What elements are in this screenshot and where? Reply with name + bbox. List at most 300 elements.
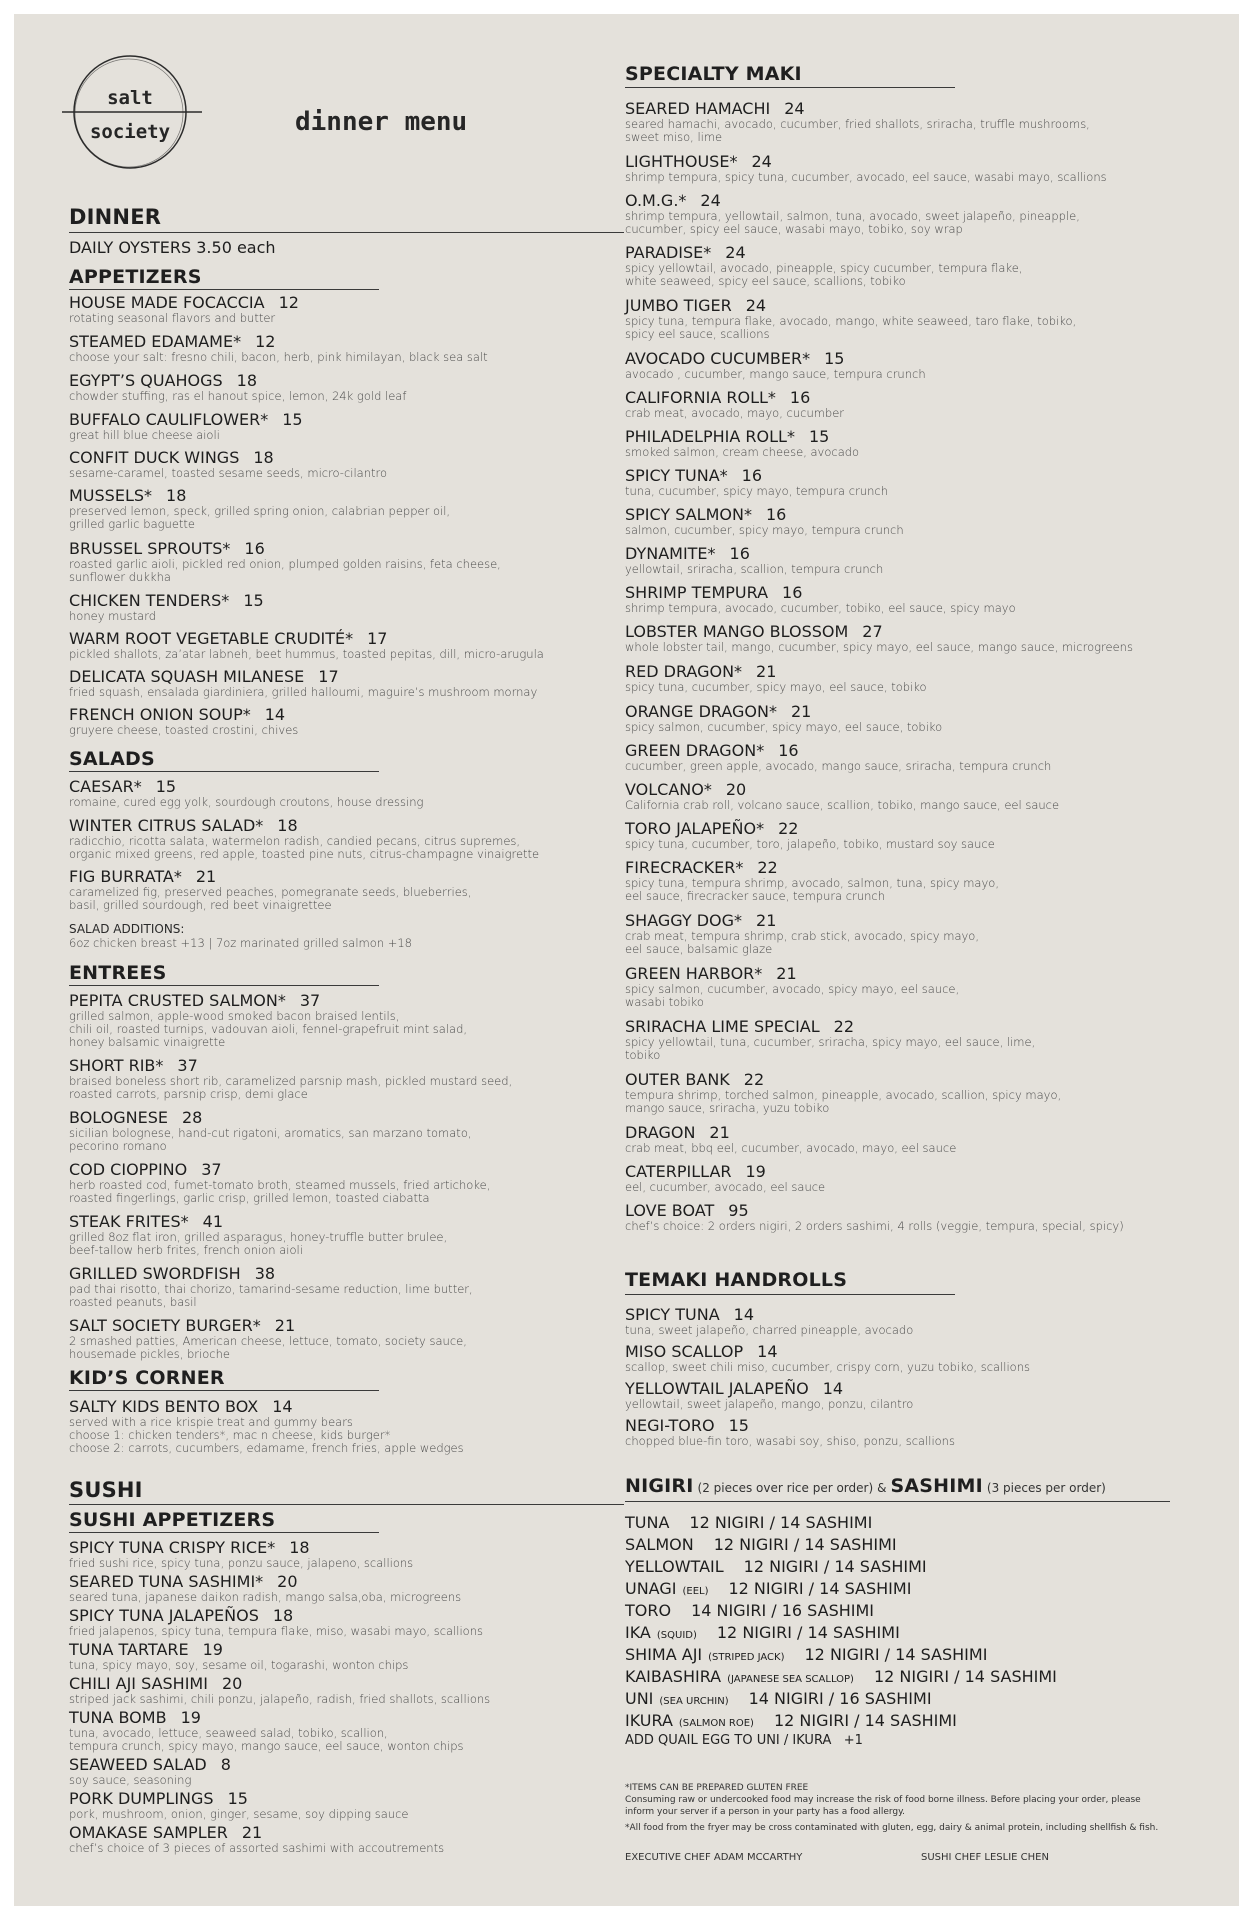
item-description: honey balsamic vinaigrette [69,1035,226,1049]
item-price: 16 [741,466,763,485]
item-description: organic mixed greens, red apple, toasted pine nuts, citrus-champagne vinaigrette [69,847,540,861]
nigiri-sashimi-prices: 12 NIGIRI / 14 SASHIMI [743,1557,927,1576]
item-description: crab meat, avocado, mayo, cucumber [625,406,845,420]
item-description: yellowtail, sweet jalapeño, mango, ponzu, cilantro [625,1397,914,1411]
specialty-maki-heading: SPECIALTY MAKI [625,63,802,85]
salad-item [69,867,471,912]
item-price: 24 [700,191,721,210]
item-name: TUNA TARTARE [69,1640,189,1659]
item-name: SHAGGY DOG* [625,911,743,930]
kids-item [69,1397,464,1455]
sushi-appetizer-item [69,1606,483,1638]
nigiri-sashimi-prices: 12 NIGIRI / 14 SASHIMI [713,1535,897,1554]
item-name-line [69,1538,413,1557]
item-description: grilled salmon, apple-wood smoked bacon braised lentils, [69,1009,400,1023]
nigiri-sashimi-prices: 14 NIGIRI / 16 SASHIMI [691,1601,874,1620]
item-description: spicy tuna, cucumber, spicy mayo, eel sauce, tobiko [625,680,927,694]
item-price: 21 [776,964,797,983]
sushi-appetizer-item [69,1538,413,1570]
oysters-line: DAILY OYSTERS 3.50 each [69,238,276,257]
item-name-line [625,702,942,721]
temaki-item [625,1305,913,1337]
sushi-appetizer-item [69,1674,490,1706]
item-description: spicy tuna, tempura flake, avocado, mango, white seaweed, taro flake, tobiko, [625,314,1077,328]
item-name-line [625,349,926,368]
item-description: choose your salt: fresno chili, bacon, herb, pink himilayan, black sea salt [69,350,488,364]
item-price: 14 [272,1397,293,1416]
amp: & [877,1481,887,1495]
item-name: LOBSTER MANGO BLOSSOM [625,622,849,641]
nigiri-row [625,1667,1057,1686]
item-price: 16 [765,505,787,524]
item-description: salmon, cucumber, spicy mayo, tempura crunch [625,523,904,537]
item-name-line [69,539,501,558]
item-name-line [625,662,927,681]
item-description: great hill blue cheese aioli [69,428,220,442]
salad-item [69,816,539,861]
item-description: gruyere cheese, toasted crostini, chives [69,723,299,737]
item-price: 20 [221,1674,243,1693]
fish-name: UNAGI [625,1579,677,1598]
sushi-appetizer-item [69,1708,464,1753]
kids-heading: KID’S CORNER [69,1367,225,1389]
item-description: pickled shallots, za’atar labneh, beet hummus, toasted pepitas, dill, micro-arugula [69,647,544,661]
item-price: 24 [745,296,767,315]
item-description: white seaweed, spicy eel sauce, scallions, tobiko [625,274,906,288]
item-description: honey mustard [69,609,157,623]
item-price: 22 [833,1017,855,1036]
item-name: STEAK FRITES* [69,1212,189,1231]
item-description: caramelized fig, preserved peaches, pomegranate seeds, blueberries, [69,885,472,899]
item-name: OMAKASE SAMPLER [69,1823,228,1842]
item-name: EGYPT’S QUAHOGS [69,371,223,390]
item-name-line [69,591,264,610]
item-price: 16 [789,388,811,407]
sushi-appetizer-item [69,1789,408,1821]
nigiri-row [625,1689,932,1708]
item-description: roasted garlic aioli, pickled red onion, plumped golden raisins, feta cheese, [69,557,501,571]
item-name: FIRECRACKER* [625,858,744,877]
item-description: sicilian bolognese, hand-cut rigatoni, aromatics, san marzano tomato, [69,1126,472,1140]
item-description: tempura shrimp, torched salmon, pineapple, avocado, scallion, spicy mayo, [625,1088,1062,1102]
item-name-line [69,1316,467,1335]
item-name: SPICY TUNA JALAPEÑOS [69,1606,259,1625]
item-price: 18 [166,486,187,505]
item-price: 15 [728,1416,749,1435]
item-name-line [625,780,1059,799]
sushi-appetizer-item [69,1640,408,1672]
fish-translation: (EEL) [682,1586,709,1597]
item-price: 21 [195,867,217,886]
item-name-line [69,816,539,835]
item-name-line [69,1264,473,1283]
item-name: TUNA BOMB [69,1708,167,1727]
salads-rule [69,771,379,772]
item-name-line [69,332,488,351]
item-description: chili oil, roasted turnips, vadouvan aioli, fennel-grapefruit mint salad, [69,1022,468,1036]
maki-item [625,622,1133,654]
item-name-line [625,1416,955,1435]
item-description: chef’s choice: 2 orders nigiri, 2 orders sashimi, 4 rolls (veggie, tempura, special, spicy) [625,1219,1124,1233]
item-name: BRUSSEL SPROUTS* [69,539,231,558]
maki-item [625,99,1090,144]
item-description: fried squash, ensalada giardiniera, grilled halloumi, maguire’s mushroom mornay [69,685,538,699]
fish-translation: (SEA URCHIN) [659,1696,729,1707]
item-description: served with a rice krispie treat and gummy bears [69,1415,353,1429]
item-price: 37 [177,1056,198,1075]
item-name: WARM ROOT VEGETABLE CRUDITÉ* [69,629,354,648]
item-name: CONFIT DUCK WINGS [69,448,240,467]
maki-item [625,741,1051,773]
item-name: CALIFORNIA ROLL* [625,388,776,407]
item-price: 21 [756,911,777,930]
appetizer-item [69,667,537,699]
item-price: 15 [808,427,830,446]
item-name: SPICY SALMON* [625,505,752,524]
item-description: California crab roll, volcano sauce, scallion, tobiko, mango sauce, eel sauce [625,798,1060,812]
item-name: GREEN DRAGON* [625,741,765,760]
item-description: spicy tuna, tempura shrimp, avocado, salmon, tuna, spicy mayo, [625,876,999,890]
item-description: choose 2: carrots, cucumbers, edamame, french fries, apple wedges [69,1441,464,1455]
item-price: 21 [790,702,812,721]
item-name: SALT SOCIETY BURGER* [69,1316,261,1335]
item-price: 21 [241,1823,263,1842]
maki-item [625,1017,1035,1062]
fish-name: SALMON [625,1535,694,1554]
item-name-line [625,427,859,446]
maki-item [625,243,1022,288]
maki-item [625,780,1059,812]
nigiri-sashimi-prices: 12 NIGIRI / 14 SASHIMI [773,1711,957,1730]
menu-title: dinner menu [295,107,468,137]
nigiri-sashimi-header [625,1475,1106,1497]
salad-additions-label: SALAD ADDITIONS: [69,922,185,936]
fish-name: TORO [625,1601,672,1620]
item-description: pecorino romano [69,1139,167,1153]
item-price: 20 [725,780,747,799]
item-price: 38 [254,1264,276,1283]
item-name-line [69,1755,231,1774]
item-name-line [625,1201,1124,1220]
item-name-line [69,486,450,505]
maki-item [625,1123,956,1155]
maki-item [625,427,859,459]
item-name-line [69,1108,472,1127]
item-description: spicy salmon, cucumber, spicy mayo, eel sauce, tobiko [625,720,943,734]
item-name: MUSSELS* [69,486,153,505]
item-description: tuna, sweet jalapeño, charred pineapple, avocado [625,1323,914,1337]
item-name: BUFFALO CAULIFLOWER* [69,410,269,429]
salad-item [69,777,423,809]
maki-item [625,858,999,903]
fish-translation: (SALMON ROE) [678,1718,754,1729]
item-description: roasted fingerlings, garlic crisp, grilled lemon, toasted ciabatta [69,1191,430,1205]
maki-item [625,1162,825,1194]
sushi-rule [69,1504,624,1505]
item-name: ORANGE DRAGON* [625,702,777,721]
item-description: herb roasted cod, fumet-tomato broth, steamed mussels, fried artichoke, [69,1178,491,1192]
item-name: SPICY TUNA* [625,466,728,485]
entree-item [69,991,467,1049]
entrees-rule [69,985,379,986]
item-name: SHRIMP TEMPURA [625,583,769,602]
item-name: MISO SCALLOP [625,1342,744,1361]
fish-name: UNI [625,1689,654,1708]
item-description: wasabi tobiko [625,995,704,1009]
nigiri-sashimi-prices: 12 NIGIRI / 14 SASHIMI [689,1513,873,1532]
appetizer-item [69,410,303,442]
entrees-heading: ENTREES [69,962,167,984]
item-name-line [69,777,423,796]
item-name-line [625,1017,1035,1036]
item-name: HOUSE MADE FOCACCIA [69,293,265,312]
item-description: sweet miso, lime [625,130,723,144]
item-description: mango sauce, sriracha, yuzu tobiko [625,1101,830,1115]
item-price: 37 [299,991,321,1010]
item-name-line [69,867,471,886]
item-description: basil, grilled sourdough, red beet vinaigrettee [69,898,332,912]
entree-item [69,1160,490,1205]
item-description: eel sauce, balsamic glaze [625,942,773,956]
fryer-note: *All food from the fryer may be cross contaminated with gluten, egg, dairy & animal protein, including shellfish & fish. [625,1823,1159,1833]
item-name: CAESAR* [69,777,142,796]
item-name: SALTY KIDS BENTO BOX [69,1397,259,1416]
item-name-line [625,964,959,983]
temaki-heading: TEMAKI HANDROLLS [625,1269,848,1291]
item-name: SPICY TUNA [625,1305,720,1324]
item-name-line [625,1070,1061,1089]
item-price: 27 [862,622,883,641]
item-price: 28 [181,1108,203,1127]
item-description: yellowtail, sriracha, scallion, tempura crunch [625,562,884,576]
maki-item [625,702,942,734]
gluten-free-note: *ITEMS CAN BE PREPARED GLUTEN FREE [625,1783,809,1793]
nigiri-row [625,1645,987,1664]
item-price: 22 [757,858,778,877]
item-name-line [625,243,1022,262]
raw-warning-2: inform your server if a person in your party has a food allergy. [625,1807,906,1817]
appetizer-item [69,539,501,584]
item-description: crab meat, tempura shrimp, crab stick, avocado, spicy mayo, [625,929,979,943]
item-name: WINTER CITRUS SALAD* [69,816,264,835]
logo-line2: society [89,121,171,143]
item-price: 18 [277,816,298,835]
fish-name: IKA [625,1623,651,1642]
item-price: 41 [202,1212,223,1231]
item-description: spicy tuna, cucumber, toro, jalapeño, tobiko, mustard soy sauce [625,837,995,851]
item-description: seared hamachi, avocado, cucumber, fried shallots, sriracha, truffle mushrooms, [625,117,1090,131]
item-name: CHICKEN TENDERS* [69,591,230,610]
item-description: 2 smashed patties, American cheese, lettuce, tomato, society sauce, [69,1334,467,1348]
entree-item [69,1108,472,1153]
item-name: SEAWEED SALAD [69,1755,207,1774]
item-description: chopped blue-fin toro, wasabi soy, shiso, ponzu, scallions [625,1434,955,1448]
item-name: NEGI-TORO [625,1416,715,1435]
item-description: avocado , cucumber, mango sauce, tempura crunch [625,367,926,381]
maki-item [625,191,1080,236]
maki-item [625,349,926,381]
maki-item [625,583,1016,615]
entree-item [69,1316,467,1361]
item-name-line [69,410,303,429]
item-name-line [69,1572,461,1591]
maki-item [625,388,844,420]
item-name-line [69,1606,483,1625]
nigiri-row [625,1557,927,1576]
item-description: spicy yellowtail, tuna, cucumber, sriracha, spicy mayo, eel sauce, lime, [625,1035,1036,1049]
item-price: 15 [282,410,303,429]
item-description: eel sauce, firecracker sauce, tempura crunch [625,889,886,903]
item-price: 16 [782,583,803,602]
item-name-line [69,1674,490,1693]
item-name-line [625,505,904,524]
item-name: RED DRAGON* [625,662,743,681]
item-price: 21 [274,1316,296,1335]
nigiri-sashimi-prices: 12 NIGIRI / 14 SASHIMI [804,1645,988,1664]
appetizer-item [69,705,298,737]
appetizer-item [69,591,264,623]
item-price: 24 [725,243,746,262]
item-name: COD CIOPPINO [69,1160,188,1179]
item-name-line [625,622,1133,641]
item-name-line [625,1342,1030,1361]
item-name-line [625,858,999,877]
item-description: choose 1: chicken tenders*, mac n cheese, kids burger* [69,1428,391,1442]
executive-chef: EXECUTIVE CHEF ADAM MCCARTHY [625,1852,803,1863]
item-description: cucumber, green apple, avocado, mango sauce, sriracha, tempura crunch [625,759,1052,773]
item-description: shrimp tempura, yellowtail, salmon, tuna, avocado, sweet jalapeño, pineapple, [625,209,1080,223]
appetizer-item [69,371,406,403]
item-name: TORO JALAPEÑO* [625,819,765,838]
maki-item [625,544,883,576]
sushi-appetizer-item [69,1823,444,1855]
item-name-line [625,1162,825,1181]
item-price: 24 [751,152,772,171]
item-name: SEARED TUNA SASHIMI* [69,1572,264,1591]
item-price: 15 [227,1789,248,1808]
item-name-line [625,1379,913,1398]
item-description: chowder stuffing, ras el hanout spice, lemon, 24k gold leaf [69,389,407,403]
item-name-line [69,1789,408,1808]
item-description: eel, cucumber, avocado, eel sauce [625,1180,826,1194]
appetizers-rule [69,289,379,290]
item-price: 37 [201,1160,222,1179]
maki-item [625,152,1107,184]
item-name: PHILADELPHIA ROLL* [625,427,795,446]
fish-name: TUNA [625,1513,670,1532]
item-name-line [625,741,1051,760]
nigiri-sashimi-prices: 12 NIGIRI / 14 SASHIMI [728,1579,912,1598]
sashimi-note: (3 pieces per order) [986,1481,1106,1495]
item-description: spicy eel sauce, scallions [625,327,770,341]
item-description: fried jalapenos, spicy tuna, tempura flake, miso, wasabi mayo, scallions [69,1624,483,1638]
maki-item [625,819,995,851]
item-name-line [625,466,888,485]
item-price: 19 [202,1640,223,1659]
entree-item [69,1264,473,1309]
item-name-line [69,293,299,312]
item-description: tuna, avocado, lettuce, seaweed salad, tobiko, scallion, [69,1726,388,1740]
item-name: PORK DUMPLINGS [69,1789,214,1808]
dinner-heading: DINNER [69,205,162,229]
item-name-line [69,448,387,467]
kids-rule [69,1390,379,1391]
nigiri-row [625,1711,957,1730]
item-name-line [625,1123,956,1142]
item-name-line [69,1212,447,1231]
maki-item [625,505,904,537]
sushi-chef: SUSHI CHEF LESLIE CHEN [921,1852,1049,1863]
item-name-line [625,191,1080,210]
sushi-appetizer-item [69,1755,231,1787]
item-description: preserved lemon, speck, grilled spring onion, calabrian pepper oil, [69,504,451,518]
fish-name: IKURA [625,1711,673,1730]
item-name-line [625,152,1107,171]
item-name-line [625,544,883,563]
item-description: cucumber, spicy eel sauce, wasabi mayo, tobiko, soy wrap [625,222,963,236]
item-name-line [69,1056,512,1075]
item-description: pork, mushroom, onion, ginger, sesame, soy dipping sauce [69,1807,409,1821]
appetizer-item [69,486,450,531]
item-price: 12 [278,293,299,312]
item-description: roasted peanuts, basil [69,1295,197,1309]
item-price: 15 [824,349,845,368]
entree-item [69,1212,447,1257]
item-name: BOLOGNESE [69,1108,168,1127]
item-name-line [69,705,298,724]
fish-translation: (STRIPED JACK) [708,1652,785,1663]
item-name-line [625,296,1076,315]
item-description: tobiko [625,1048,661,1062]
item-price: 8 [220,1755,231,1774]
item-price: 18 [272,1606,294,1625]
item-description: rotating seasonal flavors and butter [69,311,276,325]
item-name: SHORT RIB* [69,1056,164,1075]
item-name-line [69,1640,408,1659]
item-description: spicy yellowtail, avocado, pineapple, spicy cucumber, tempura flake, [625,261,1023,275]
item-name: PEPITA CRUSTED SALMON* [69,991,286,1010]
item-description: chef’s choice of 3 pieces of assorted sashimi with accoutrements [69,1841,445,1855]
item-description: sesame-caramel, toasted sesame seeds, micro-cilantro [69,466,388,480]
item-name-line [625,388,844,407]
item-name: CHILI AJI SASHIMI [69,1674,208,1693]
item-price: 22 [743,1070,765,1089]
menu-page [14,14,1239,1906]
item-price: 17 [367,629,388,648]
temaki-item [625,1342,1030,1374]
item-name-line [625,911,979,930]
item-name: STEAMED EDAMAME* [69,332,242,351]
item-name: FRENCH ONION SOUP* [69,705,251,724]
item-description: romaine, cured egg yolk, sourdough croutons, house dressing [69,795,424,809]
item-description: striped jack sashimi, chili ponzu, jalapeño, radish, fried shallots, scallions [69,1692,491,1706]
item-price: 21 [756,662,777,681]
item-description: pad thai risotto, thai chorizo, tamarind-sesame reduction, lime butter, [69,1282,473,1296]
nigiri-row [625,1513,872,1532]
nigiri-row [625,1623,900,1642]
temaki-rule [625,1294,955,1295]
item-price: 15 [243,591,264,610]
item-description: scallop, sweet chili miso, cucumber, crispy corn, yuzu tobiko, scallions [625,1360,1030,1374]
fish-translation: (SQUID) [656,1630,697,1641]
nigiri-row [625,1535,897,1554]
item-name-line [69,371,406,390]
item-price: 19 [745,1162,766,1181]
item-name-line [69,1823,444,1842]
item-name-line [69,667,537,686]
item-description: beef-tallow herb frites, french onion aioli [69,1243,303,1257]
item-name: LOVE BOAT [625,1201,715,1220]
